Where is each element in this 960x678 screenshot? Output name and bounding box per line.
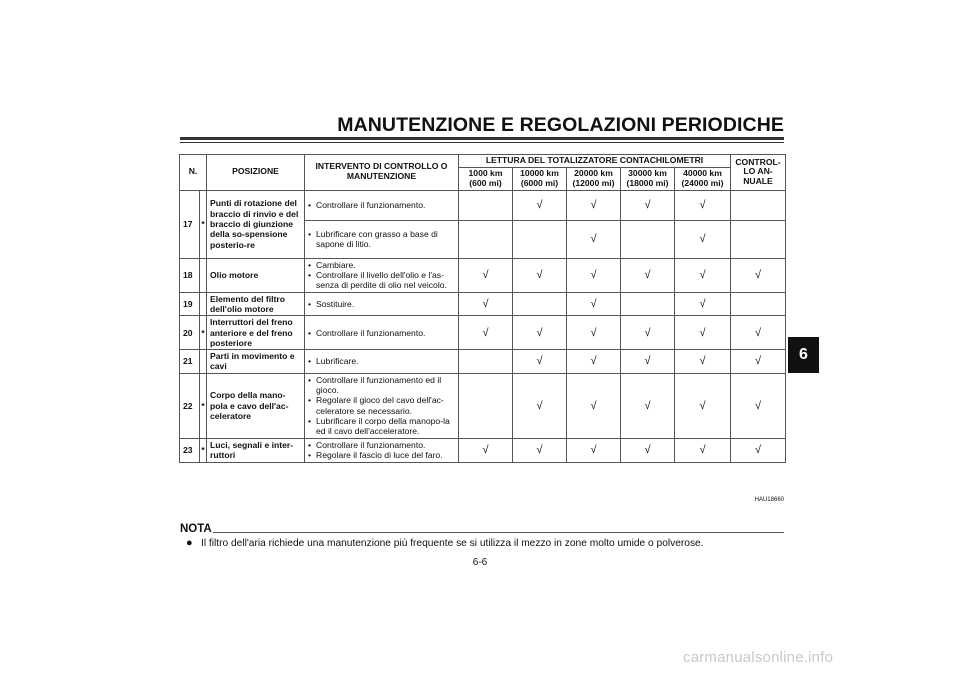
- check-mark-icon: √: [621, 258, 675, 292]
- watermark-text: carmanualsonline.info: [683, 649, 834, 666]
- row-star-mark: [200, 258, 207, 292]
- check-mark-icon: √: [459, 438, 513, 462]
- header-odometer: LETTURA DEL TOTALIZZATORE CONTACHILOMETRI: [459, 155, 731, 168]
- row-position: Punti di rotazione del braccio di rinvio e del braccio di giunzione della so-spensione posterio-re: [207, 190, 305, 258]
- maintenance-table: [179, 154, 786, 463]
- empty-cell: [731, 190, 786, 220]
- header-km-2: 10000 km (6000 mi): [513, 167, 567, 190]
- note-rule: [213, 532, 784, 533]
- table-row: [180, 316, 786, 350]
- action-item: • Controllare il funzionamento ed il gioco.: [308, 375, 455, 396]
- header-km-3: 20000 km (12000 mi): [567, 167, 621, 190]
- row-actions: [305, 292, 459, 316]
- row-star-mark: *: [200, 438, 207, 462]
- page-number: 6-6: [472, 557, 488, 568]
- check-mark-icon: √: [567, 220, 621, 258]
- check-mark-icon: √: [731, 316, 786, 350]
- row-actions: [305, 316, 459, 350]
- row-star-mark: *: [200, 190, 207, 258]
- check-mark-icon: √: [513, 316, 567, 350]
- empty-cell: [513, 220, 567, 258]
- row-star-mark: *: [200, 316, 207, 350]
- empty-cell: [513, 292, 567, 316]
- header-km-5: 40000 km (24000 mi): [675, 167, 731, 190]
- row-star-mark: [200, 350, 207, 374]
- row-number: 19: [180, 292, 200, 316]
- row-actions: [305, 258, 459, 292]
- row-star-mark: [200, 292, 207, 316]
- row-position: Luci, segnali e inter-ruttori: [207, 438, 305, 462]
- check-mark-icon: √: [567, 316, 621, 350]
- check-mark-icon: √: [459, 316, 513, 350]
- action-item: • Sostituire.: [308, 299, 455, 309]
- title-rule-thick: [180, 137, 784, 140]
- action-item: • Lubrificare.: [308, 356, 455, 366]
- action-item: • Lubrificare con grasso a base di sapone di litio.: [308, 229, 455, 250]
- check-mark-icon: √: [731, 438, 786, 462]
- check-mark-icon: √: [731, 350, 786, 374]
- row-number: 21: [180, 350, 200, 374]
- row-actions: [305, 190, 459, 220]
- check-mark-icon: √: [621, 190, 675, 220]
- table-row: [180, 438, 786, 462]
- header-action: INTERVENTO DI CONTROLLO O MANUTENZIONE: [305, 155, 459, 191]
- check-mark-icon: √: [621, 438, 675, 462]
- page-title: MANUTENZIONE E REGOLAZIONI PERIODICHE: [337, 114, 784, 136]
- row-number: 20: [180, 316, 200, 350]
- check-mark-icon: √: [513, 438, 567, 462]
- check-mark-icon: √: [675, 438, 731, 462]
- check-mark-icon: √: [459, 292, 513, 316]
- empty-cell: [459, 220, 513, 258]
- empty-cell: [621, 220, 675, 258]
- table-row: [180, 350, 786, 374]
- action-item: • Regolare il fascio di luce del faro.: [308, 450, 455, 460]
- row-number: 23: [180, 438, 200, 462]
- header-position: POSIZIONE: [207, 155, 305, 191]
- action-item: • Controllare il funzionamento.: [308, 328, 455, 338]
- action-item: • Controllare il livello dell'olio e l'as-senza di perdite di olio nel veicolo.: [308, 270, 455, 291]
- check-mark-icon: √: [675, 316, 731, 350]
- check-mark-icon: √: [675, 190, 731, 220]
- doc-code: HAU18660: [754, 497, 784, 503]
- empty-cell: [731, 220, 786, 258]
- check-mark-icon: √: [459, 258, 513, 292]
- row-position: Corpo della mano-pola e cavo dell'ac-celeratore: [207, 373, 305, 438]
- check-mark-icon: √: [621, 316, 675, 350]
- section-tab[interactable]: 6: [788, 337, 819, 373]
- check-mark-icon: √: [675, 350, 731, 374]
- check-mark-icon: √: [731, 373, 786, 438]
- check-mark-icon: √: [675, 220, 731, 258]
- check-mark-icon: √: [621, 350, 675, 374]
- row-star-mark: *: [200, 373, 207, 438]
- header-annual: CONTROL- LO AN- NUALE: [731, 155, 786, 191]
- check-mark-icon: √: [675, 292, 731, 316]
- empty-cell: [459, 373, 513, 438]
- check-mark-icon: √: [675, 258, 731, 292]
- bullet-icon: ●: [186, 537, 193, 549]
- note-item: [180, 537, 704, 549]
- header-km-1: 1000 km (600 mi): [459, 167, 513, 190]
- empty-cell: [731, 292, 786, 316]
- check-mark-icon: √: [567, 292, 621, 316]
- check-mark-icon: √: [567, 258, 621, 292]
- action-item: • Cambiare.: [308, 260, 455, 270]
- note-text: Il filtro dell'aria richiede una manutenzione più frequente se si utilizza il mezzo in zone molto umide o polverose.: [201, 538, 704, 549]
- row-position: Elemento del filtro dell'olio motore: [207, 292, 305, 316]
- row-position: Interruttori del freno anteriore e del freno posteriore: [207, 316, 305, 350]
- check-mark-icon: √: [731, 258, 786, 292]
- table-row: [180, 190, 786, 220]
- check-mark-icon: √: [567, 190, 621, 220]
- action-item: • Regolare il gioco del cavo dell'ac-celeratore se necessario.: [308, 395, 455, 416]
- check-mark-icon: √: [621, 373, 675, 438]
- row-position: Olio motore: [207, 258, 305, 292]
- table-row: [180, 258, 786, 292]
- empty-cell: [459, 190, 513, 220]
- row-position: Parti in movimento e cavi: [207, 350, 305, 374]
- empty-cell: [459, 350, 513, 374]
- row-number: 22: [180, 373, 200, 438]
- empty-cell: [621, 292, 675, 316]
- check-mark-icon: √: [567, 373, 621, 438]
- row-actions: [305, 350, 459, 374]
- row-actions: [305, 438, 459, 462]
- check-mark-icon: √: [675, 373, 731, 438]
- action-item: • Controllare il funzionamento.: [308, 200, 455, 210]
- check-mark-icon: √: [567, 438, 621, 462]
- action-item: • Controllare il funzionamento.: [308, 440, 455, 450]
- header-no: N.: [180, 155, 207, 191]
- header-km-4: 30000 km (18000 mi): [621, 167, 675, 190]
- check-mark-icon: √: [513, 258, 567, 292]
- table-row: [180, 292, 786, 316]
- check-mark-icon: √: [513, 373, 567, 438]
- title-rule-thin: [180, 142, 784, 143]
- row-actions: [305, 220, 459, 258]
- row-number: 17: [180, 190, 200, 258]
- note-title: NOTA: [180, 523, 212, 535]
- action-item: • Lubrificare il corpo della manopo-la ed il cavo dell'acceleratore.: [308, 416, 455, 437]
- check-mark-icon: √: [513, 190, 567, 220]
- row-number: 18: [180, 258, 200, 292]
- row-actions: [305, 373, 459, 438]
- table-row: [180, 373, 786, 438]
- check-mark-icon: √: [513, 350, 567, 374]
- check-mark-icon: √: [567, 350, 621, 374]
